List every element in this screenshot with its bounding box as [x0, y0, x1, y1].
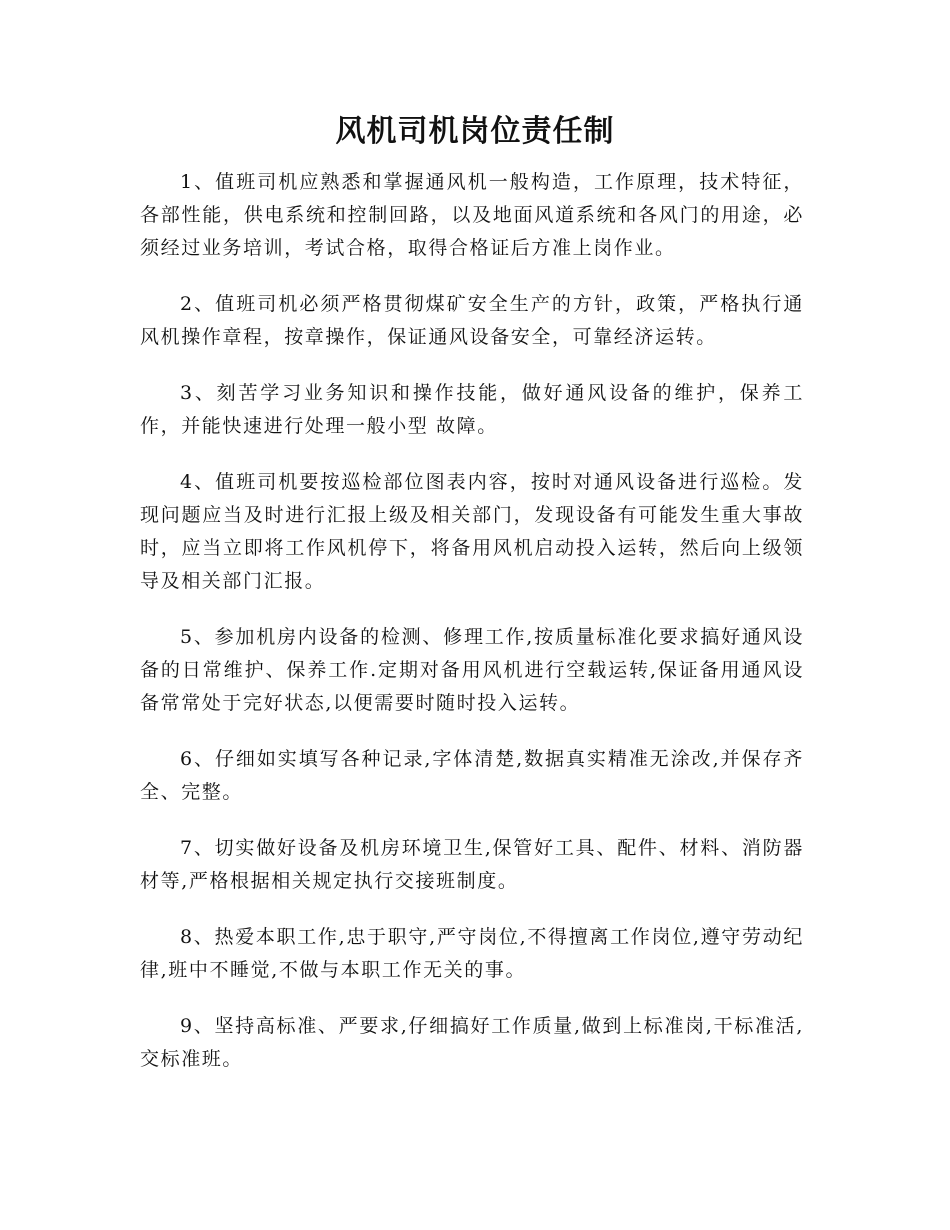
- document-body: [140, 166, 804, 1099]
- paragraph-1: 1、值班司机应熟悉和掌握通风机一般构造，工作原理，技术特征，各部性能，供电系统和控制回路，以及地面风道系统和各风门的用途，必须经过业务培训，考试合格，取得合格证后方准上岗作业。: [140, 171, 804, 259]
- paragraph-6: 6、仔细如实填写各种记录,字体清楚,数据真实精准无涂改,并保存齐全、完整。: [140, 748, 804, 803]
- paragraph-3: 3、刻苦学习业务知识和操作技能，做好通风设备的维护，保养工作，并能快速进行处理一般小型 故障。: [140, 382, 804, 437]
- paragraph-8: 8、热爱本职工作,忠于职守,严守岗位,不得擅离工作岗位,遵守劳动纪律,班中不睡觉,不做与本职工作无关的事。: [140, 926, 804, 981]
- document-title: 风机司机岗位责任制: [335, 114, 615, 149]
- paragraph-4: 4、值班司机要按巡检部位图表内容，按时对通风设备进行巡检。发现问题应当及时进行汇报上级及相关部门，发现设备有可能发生重大事故时，应当立即将工作风机停下，将备用风机启动投入运转，然后向上级领导及相关部门汇报。: [140, 471, 804, 592]
- paragraph-5: 5、参加机房内设备的检测、修理工作,按质量标准化要求搞好通风设备的日常维护、保养工作.定期对备用风机进行空载运转,保证备用通风设备常常处于完好状态,以便需要时随时投入运转。: [140, 626, 804, 714]
- paragraph-7: 7、切实做好设备及机房环境卫生,保管好工具、配件、材料、消防器材等,严格根据相关规定执行交接班制度。: [140, 837, 804, 892]
- paragraph-2: 2、值班司机必须严格贯彻煤矿安全生产的方针，政策，严格执行通风机操作章程，按章操作，保证通风设备安全，可靠经济运转。: [140, 293, 804, 348]
- paragraph-9: 9、坚持高标准、严要求,仔细搞好工作质量,做到上标准岗,干标准活,交标准班。: [140, 1015, 804, 1070]
